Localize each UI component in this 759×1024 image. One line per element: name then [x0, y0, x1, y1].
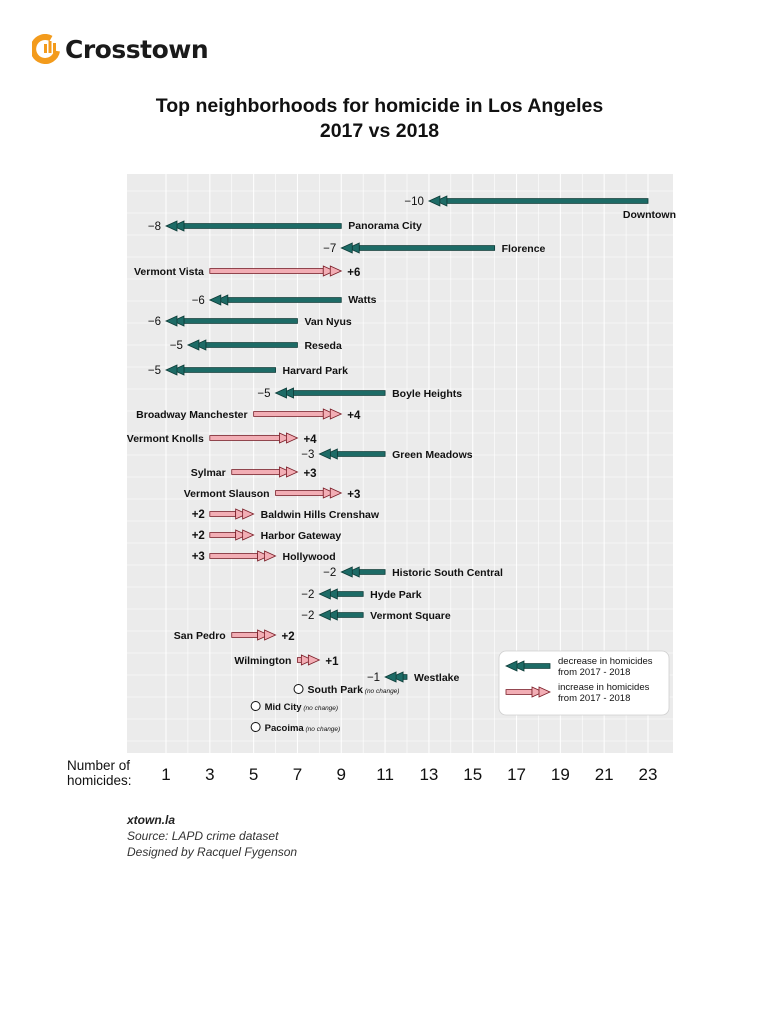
x-axis-label [67, 758, 132, 788]
x-tick-label: 1 [161, 765, 171, 784]
x-tick-label: 5 [248, 765, 259, 784]
no-change-marker [294, 685, 303, 694]
neighborhood-label: Historic South Central [392, 567, 503, 579]
change-label: +1 [325, 656, 339, 668]
neighborhood-label: Harbor Gateway [260, 530, 342, 542]
arrow-shaft [276, 491, 324, 496]
change-label: −5 [169, 340, 183, 352]
neighborhood-label: Vermont Vista [133, 266, 204, 278]
neighborhood-label: Van Nyus [304, 316, 352, 328]
footer-source: Source: LAPD crime dataset [127, 829, 279, 843]
x-tick-label: 17 [507, 765, 527, 784]
x-tick-label: 11 [376, 765, 394, 784]
change-label: −1 [366, 672, 381, 684]
neighborhood-label: Vermont Knolls [126, 433, 204, 445]
change-label: +4 [303, 434, 317, 446]
x-tick-label: 3 [205, 765, 215, 784]
change-label: −6 [191, 295, 205, 307]
change-label: −5 [257, 388, 271, 400]
x-tick-label: 7 [292, 765, 303, 784]
change-label: +3 [347, 489, 361, 501]
change-label: +3 [191, 551, 205, 563]
arrow-shaft [228, 298, 341, 303]
chart-title: Top neighborhoods for homicide in Los Angeles [155, 95, 604, 117]
arrow-shaft [232, 633, 258, 638]
arrow-shaft [184, 224, 341, 229]
neighborhood-label: Westlake [414, 672, 460, 684]
x-tick-label: 21 [594, 765, 614, 784]
change-label: −8 [147, 221, 161, 233]
change-label: +6 [347, 267, 361, 279]
x-axis-label-line: homicides: [67, 773, 132, 788]
arrow-shaft [297, 658, 301, 663]
change-label: −6 [147, 316, 161, 328]
footer-credit: Designed by Racquel Fygenson [127, 845, 298, 859]
brand-name: Crosstown [65, 34, 209, 64]
change-label: −10 [404, 196, 424, 208]
x-tick-label: 23 [638, 765, 658, 784]
change-label: −2 [301, 610, 315, 622]
change-label: +4 [347, 410, 361, 422]
neighborhood-label: Vermont Slauson [183, 488, 270, 500]
footer-site: xtown.la [127, 813, 176, 827]
neighborhood-label: Reseda [304, 340, 342, 352]
arrow-shaft [210, 533, 236, 538]
neighborhood-label: Sylmar [190, 467, 226, 479]
neighborhood-label: Wilmington [234, 655, 292, 667]
legend-label-increase: increase in homicides [558, 682, 650, 693]
change-label: +3 [303, 468, 317, 480]
neighborhood-label: Boyle Heights [392, 388, 463, 400]
neighborhood-label: Broadway Manchester [136, 409, 248, 421]
arrow-shaft [184, 319, 297, 324]
x-tick-label: 13 [419, 765, 439, 784]
arrow-shaft [210, 554, 258, 559]
legend-label-increase: from 2017 - 2018 [558, 693, 631, 704]
neighborhood-label: Green Meadows [392, 449, 473, 461]
legend [499, 651, 669, 715]
neighborhood-label: South Park (no change) [307, 684, 400, 696]
arrow-shaft [337, 592, 363, 597]
change-label: −3 [301, 449, 315, 461]
arrow-shaft [206, 343, 298, 348]
arrow-shaft [337, 613, 363, 618]
neighborhood-label: San Pedro [173, 630, 226, 642]
legend-label-decrease: decrease in homicides [558, 656, 653, 667]
no-change-note: (no change) [301, 705, 339, 712]
neighborhood-label: Florence [501, 243, 546, 255]
arrow-shaft [294, 391, 386, 396]
arrow-shaft [447, 199, 648, 204]
change-label: −5 [147, 365, 161, 377]
neighborhood-label: Hollywood [282, 551, 336, 563]
arrow-shaft [403, 675, 407, 680]
arrow-shaft [359, 246, 494, 251]
arrow-shaft [359, 570, 385, 575]
no-change-note: (no change) [362, 688, 400, 695]
x-tick-label: 9 [336, 765, 347, 784]
change-label: −2 [301, 589, 315, 601]
neighborhood-label: Hyde Park [370, 589, 422, 601]
change-label: +2 [191, 509, 205, 521]
neighborhood-label: Harvard Park [282, 365, 348, 377]
neighborhood-label: Watts [348, 294, 377, 306]
x-tick-label: 19 [550, 765, 570, 784]
change-label: +2 [281, 631, 295, 643]
no-change-marker [251, 723, 260, 732]
neighborhood-label: Mid City (no change) [264, 702, 339, 713]
chart-subtitle: 2017 vs 2018 [319, 120, 440, 142]
neighborhood-label: Downtown [622, 209, 676, 221]
legend-label-decrease: from 2017 - 2018 [558, 667, 631, 678]
footer [127, 812, 297, 860]
arrow-shaft [210, 436, 280, 441]
legend-arrow-shaft [524, 664, 550, 669]
neighborhood-label: Panorama City [348, 220, 422, 232]
neighborhood-label: Vermont Square [370, 610, 451, 622]
change-label: −2 [323, 567, 337, 579]
neighborhood-label: Pacoima (no change) [264, 723, 341, 734]
legend-arrow-shaft [506, 690, 532, 695]
arrow-shaft [254, 412, 324, 417]
arrow-shaft [232, 470, 280, 475]
arrow-shaft [337, 452, 385, 457]
arrow-shaft [210, 512, 236, 517]
x-axis-label-line: Number of [67, 758, 131, 773]
change-label: +2 [191, 530, 205, 542]
x-tick-label: 15 [463, 765, 483, 784]
arrow-shaft [184, 368, 276, 373]
no-change-marker [251, 702, 260, 711]
change-label: −7 [323, 243, 337, 255]
neighborhood-label: Baldwin Hills Crenshaw [260, 509, 380, 521]
arrow-shaft [210, 269, 323, 274]
no-change-note: (no change) [303, 726, 341, 733]
